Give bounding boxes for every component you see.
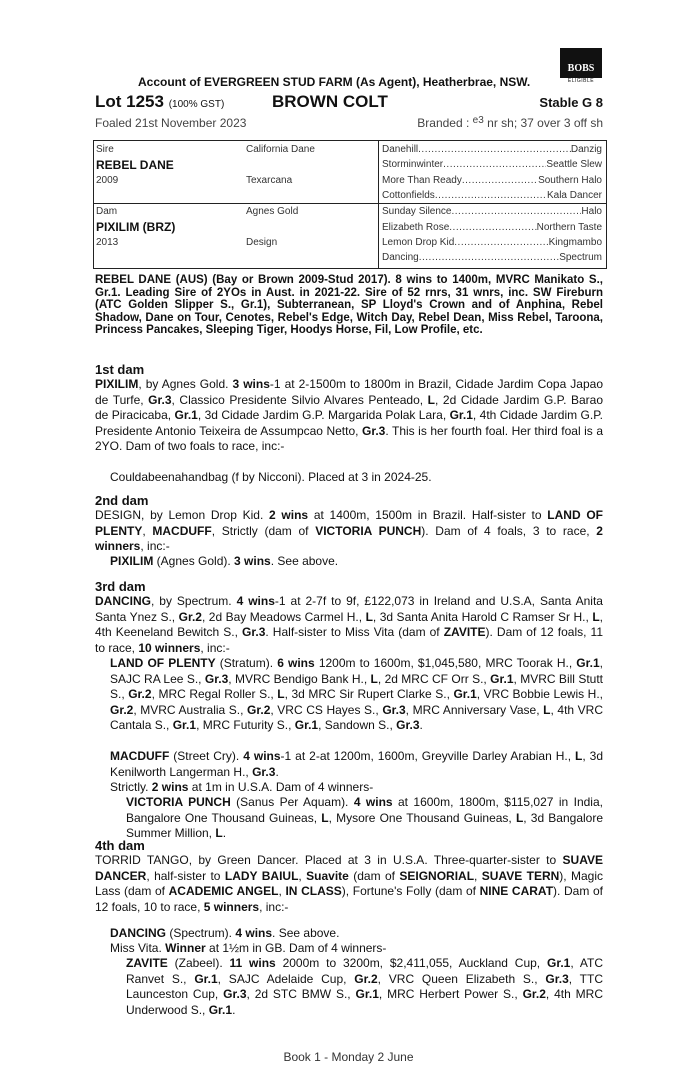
wins: 3 wins: [232, 377, 270, 391]
text: , 2d Cidade Jardim G.P. Barao de Piracicaba,: [95, 392, 604, 423]
text: , by Agnes Gold.: [138, 377, 233, 391]
grade: Gr.2: [128, 687, 152, 702]
grade: L: [592, 609, 600, 624]
text: , MRC Regal Roller S.,: [151, 687, 278, 702]
text: . Half-sister to Miss Vita (dam of: [265, 625, 444, 640]
sire-year: 2009: [96, 175, 119, 186]
text: , Classico Presidente Silvio Alvares Penteado,: [171, 392, 428, 407]
third-dam-record: [95, 594, 603, 656]
wins: 4 wins: [353, 795, 393, 809]
text: . See above.: [270, 554, 339, 568]
lot-label: Lot 1253: [95, 92, 164, 111]
wins: 2 wins: [151, 780, 189, 794]
wins: 4 wins: [235, 926, 273, 940]
branded-prefix: Branded :: [417, 116, 470, 130]
text: , MVRC Australia S.,: [133, 702, 248, 717]
sire-summary: REBEL DANE (AUS) (Bay or Brown 2009-Stud 2017). 8 wins to 1400m, MVRC Manikato S., Gr.1. Leading Sire of 2YOs in Aust. in 2021-22. Sire of 52 rnrs, 31 wnrs, inc. SW Fireburn (ATC Golden Slipper S., Gr.1), Subterranean, SP Lloyd's Crown and of Anphina, Rebel Shadow, Dane on Tour, Cenotes, Rebel's Edge, Witch Day, Rebel Dean, Miss Rebel, Taroona, Princess Pancakes, Sleeping Tiger, Hoodys Horse, Fil, Low Profile, etc.: [95, 274, 603, 337]
grade: Gr.1: [172, 718, 197, 733]
text: TORRID TANGO, by Green Dancer. Placed at 3 in U.S.A. Three-quarter-sister to: [95, 853, 563, 867]
text: ,: [142, 523, 153, 538]
text: .: [419, 718, 423, 733]
grade: Gr.1: [174, 408, 198, 423]
text: ,: [278, 884, 286, 899]
text: , MRC Herbert Power S.,: [378, 987, 523, 1002]
text: , 3d MRC Sir Rupert Clarke S.,: [284, 687, 454, 702]
text: , ATC Ranvet S.,: [126, 956, 603, 986]
dam-name: PIXILIM (BRZ): [96, 220, 176, 234]
text: at 1½m in GB. Dam of 4 winners-: [205, 941, 387, 955]
wins: 2 wins: [269, 508, 309, 522]
first-dam-progeny: Couldabeenahandbag (f by Nicconi). Placed at 3 in 2024-25.: [110, 470, 432, 484]
grade: Gr.1: [355, 987, 379, 1002]
dam-sire: Agnes Gold: [246, 206, 299, 217]
gp-sire: Seattle Slew: [546, 159, 602, 170]
text: , inc:-: [140, 539, 170, 554]
fourth-dam-heading: 4th dam: [95, 838, 145, 853]
horse-name: MACDUFF: [110, 749, 170, 763]
text: (Zabeel).: [167, 956, 230, 970]
text: , 2d STC BMW S.,: [246, 987, 356, 1002]
sire-sire: California Dane: [246, 144, 315, 155]
horse-name: VICTORIA PUNCH: [315, 523, 422, 538]
text: , TTC Launceston Cup,: [126, 971, 603, 1002]
text: ,: [474, 868, 482, 883]
text: .: [232, 1002, 236, 1017]
horse-name: DANCING: [95, 594, 151, 608]
text: at 1600m, 1800m, $115,027 in India, Bangalore One Thousand Guineas,: [126, 795, 603, 825]
gp-sire: Danzig: [570, 144, 602, 155]
text: , MRC Anniversary Vase,: [405, 702, 544, 717]
gp-horse: Cottonfields: [382, 190, 435, 201]
page-footer: Book 1 - Monday 2 June: [283, 1050, 414, 1064]
text: ). Dam of 12 foals, 10 to race,: [95, 884, 603, 914]
grade: L: [543, 702, 551, 717]
text: , 3d Kenilworth Langerman H.,: [110, 749, 604, 779]
text: 1200m to 1600m, $1,045,580, MRC Toorak H.,: [314, 656, 577, 670]
text: , by Spectrum.: [151, 594, 237, 608]
horse-name: NINE CARAT: [479, 884, 554, 899]
gp-sire: Halo: [581, 206, 602, 217]
grade: Gr.3: [242, 625, 266, 640]
text: , SAJC Adelaide Cup,: [217, 971, 355, 986]
grade: L: [365, 609, 373, 624]
text: , 4th Cidade Jardim G.P. Presidente Antonio Teixeira de Assumpcao Netto,: [95, 408, 603, 438]
winners: 5 winners: [203, 899, 260, 914]
gp-sire: Kala Dancer: [546, 190, 602, 201]
text: , MVRC Bill Stutt S.,: [110, 671, 603, 702]
wins: 11 wins: [229, 956, 276, 970]
second-dam-progeny: [110, 554, 603, 570]
sire-name: REBEL DANE: [96, 158, 174, 172]
lot-row: [95, 92, 603, 112]
horse-name: DANCING: [110, 926, 166, 940]
winners: 2 winners: [95, 523, 603, 554]
grandparent-row: [382, 190, 602, 201]
text: , MRC Futurity S.,: [196, 718, 295, 733]
brand-info: [417, 116, 603, 130]
sire-label: Sire: [96, 144, 114, 155]
pedigree-column-divider: [378, 141, 379, 268]
text: Miss Vita.: [110, 941, 166, 955]
text: ), Fortune's Folly (dam of: [341, 884, 480, 899]
gp-horse: Dancing: [382, 252, 419, 263]
grandparent-row: [382, 222, 602, 233]
text: (Street Cry).: [169, 749, 244, 763]
grade: Gr.3: [382, 702, 406, 717]
text: Strictly.: [110, 780, 152, 794]
grade: Gr.2: [354, 971, 378, 986]
text: , inc:-: [259, 899, 289, 914]
dam-year: 2013: [96, 237, 119, 248]
grade: Gr.3: [204, 671, 229, 686]
grade: Gr.1: [576, 656, 600, 670]
grade: L: [321, 810, 329, 825]
horse-name: SUAVE DANCER: [95, 853, 603, 883]
gp-horse: More Than Ready: [382, 175, 462, 186]
text: , VRC Bobbie Lewis H.,: [476, 687, 603, 702]
land-of-plenty-record: [110, 656, 603, 734]
wins: 3 wins: [234, 554, 271, 568]
horse-name: PIXILIM: [95, 377, 139, 391]
grandparent-row: [382, 252, 602, 263]
horse-name: IN CLASS: [285, 884, 342, 899]
text: -1 at 2-7f to 9f, £122,073 in Ireland and U.S.A, Santa Anita Santa Ynez S.,: [95, 594, 603, 624]
dam-dam: Design: [246, 237, 278, 248]
horse-name: ACADEMIC ANGEL: [168, 884, 279, 899]
grade: Gr.2: [178, 609, 202, 624]
horse-name: Suavite: [306, 868, 349, 883]
grade: L: [575, 749, 583, 763]
grandparent-row: [382, 237, 602, 248]
second-dam-heading: 2nd dam: [95, 493, 149, 508]
strictly-record: [110, 780, 603, 796]
text: , Strictly (dam of: [211, 523, 316, 538]
text: , MVRC Bendigo Bank H.,: [228, 671, 371, 686]
text: ,: [298, 868, 307, 883]
text: ), Magic Lass (dam of: [95, 868, 604, 899]
text: -1 at 2-at 1200m, 1600m, Greyville Darley Arabian H.,: [280, 749, 576, 763]
horse-name: LAND OF PLENTY: [95, 508, 604, 538]
zavite-record: [126, 956, 603, 1018]
horse-name: ZAVITE: [443, 625, 486, 640]
dancing-record: [110, 926, 603, 942]
text: , half-sister to: [146, 868, 225, 883]
logo-subtitle: ELIGIBLE: [567, 78, 595, 84]
grade: Gr.1: [490, 671, 514, 686]
text: , 4th VRC Cantala S.,: [110, 702, 603, 733]
grade: L: [427, 392, 436, 407]
wins: 4 wins: [236, 594, 275, 608]
gp-horse: Elizabeth Rose: [382, 222, 450, 233]
text: , 2d Bay Meadows Carmel H.,: [201, 609, 366, 624]
text: .: [222, 826, 227, 841]
grade: Gr.3: [362, 423, 386, 438]
text: (dam of: [348, 868, 400, 883]
pedigree-divider: [94, 203, 606, 204]
horse-name: SEIGNORIAL: [399, 868, 475, 883]
text: , 3d Bangalore Summer Million,: [126, 810, 603, 841]
winners: 10 winners: [138, 640, 201, 655]
grade: Gr.3: [252, 764, 276, 779]
grade: Gr.1: [194, 971, 218, 986]
text: . See above.: [272, 926, 340, 940]
horse-name: LAND OF PLENTY: [110, 656, 216, 670]
wins: 4 wins: [243, 749, 281, 763]
grade: L: [370, 671, 378, 686]
grade: Gr.1: [449, 408, 473, 423]
text: , 4th MRC Underwood S.,: [126, 987, 603, 1017]
grandparent-row: [382, 159, 602, 170]
text: ). Dam of 4 foals, 3 to race,: [421, 523, 597, 538]
grade: L: [515, 810, 524, 825]
grade: Gr.2: [247, 702, 271, 717]
grandparent-row: [382, 175, 602, 186]
stable-location: Stable G 8: [539, 95, 603, 110]
gp-sire: Spectrum: [559, 252, 602, 263]
grade: Gr.3: [545, 971, 569, 986]
grade: Gr.3: [396, 718, 420, 733]
dam-label: Dam: [96, 206, 118, 217]
grade: Gr.2: [110, 702, 134, 717]
text: (Sanus Per Aquam).: [230, 795, 354, 809]
text: (Agnes Gold).: [153, 554, 235, 568]
grade: Gr.1: [453, 687, 477, 702]
grade: Gr.1: [294, 718, 319, 733]
miss-vita-record: [110, 941, 603, 957]
brand-mark: e3: [472, 115, 484, 126]
branded-suffix: nr sh; 37 over 3 off sh: [487, 116, 603, 130]
bobs-logo: [560, 48, 602, 88]
lot-number: [95, 92, 224, 112]
text: , Sandown S.,: [318, 718, 397, 733]
gp-horse: Storminwinter: [382, 159, 444, 170]
gp-horse: Lemon Drop Kid: [382, 237, 455, 248]
text: at 1400m, 1500m in Brazil. Half-sister to: [308, 508, 548, 522]
text: -1 at 2-1500m to 1800m in Brazil, Cidade Jardim Copa Japao de Turfe,: [95, 377, 603, 407]
third-dam-heading: 3rd dam: [95, 579, 146, 594]
text: , Mysore One Thousand Guineas,: [328, 810, 516, 825]
grade: Gr.1: [547, 956, 571, 970]
grade: Gr.3: [148, 392, 172, 407]
grade: Gr.3: [223, 987, 247, 1002]
wins: Winner: [165, 941, 206, 955]
text: , 2d MRC CF Orr S.,: [377, 671, 491, 686]
second-dam-record: [95, 508, 603, 555]
foaled-date: Foaled 21st November 2023: [95, 116, 247, 130]
foaled-row: [95, 116, 603, 132]
fourth-dam-record: [95, 853, 603, 915]
horse-name: VICTORIA PUNCH: [126, 795, 231, 809]
text: , inc:-: [200, 640, 230, 655]
gst-note: (100% GST): [168, 99, 225, 110]
gp-sire: Kingmambo: [548, 237, 602, 248]
grandparent-row: [382, 144, 602, 155]
text: . This is her fourth foal. Her third foal is a 2YO. Dam of two foals to race, inc:-: [95, 423, 603, 454]
grade: Gr.2: [522, 987, 546, 1002]
gp-horse: Danehill: [382, 144, 419, 155]
victoria-punch-record: [126, 795, 603, 842]
text: DESIGN, by Lemon Drop Kid.: [95, 508, 270, 522]
text: , 4th Keeneland Bewitch S.,: [95, 609, 604, 640]
horse-description: BROWN COLT: [272, 92, 388, 111]
macduff-record: [110, 749, 603, 780]
grade: L: [215, 826, 223, 841]
grandparent-row: [382, 206, 602, 217]
gp-sire: Southern Halo: [538, 175, 602, 186]
gp-sire: Northern Taste: [536, 222, 602, 233]
text: at 1m in U.S.A. Dam of 4 winners-: [188, 780, 374, 794]
grade: L: [277, 687, 285, 702]
first-dam-record: [95, 377, 603, 455]
sire-dam: Texarcana: [246, 175, 293, 186]
horse-name: SUAVE TERN: [481, 868, 560, 883]
text: 2000m to 3200m, $2,411,055, Auckland Cup,: [275, 956, 547, 970]
text: ). Dam of 12 foals, 11 to race,: [95, 625, 604, 655]
wins: 6 wins: [277, 656, 315, 670]
gp-horse: Sunday Silence: [382, 206, 452, 217]
horse-name: LADY BAIUL: [224, 868, 299, 883]
horse-name: PIXILIM: [110, 554, 154, 568]
first-dam-heading: 1st dam: [95, 362, 145, 377]
text: , VRC Queen Elizabeth S.,: [377, 971, 546, 986]
text: , VRC CS Hayes S.,: [270, 702, 383, 717]
text: , SAJC RA Lee S.,: [110, 656, 603, 686]
text: (Spectrum).: [166, 926, 236, 940]
text: (Stratum).: [215, 656, 278, 670]
logo-mark: BOBS: [560, 48, 602, 78]
horse-name: MACDUFF: [152, 523, 212, 538]
horse-name: ZAVITE: [126, 956, 168, 970]
text: , 3d Santa Anita Harold C Ramser Sr H.,: [372, 609, 593, 624]
vendor-account: Account of EVERGREEN STUD FARM (As Agent), Heatherbrae, NSW.: [138, 75, 531, 89]
pedigree-table: [93, 140, 607, 269]
text: .: [275, 764, 279, 779]
text: , 3d Cidade Jardim G.P. Margarida Polak Lara,: [197, 408, 450, 423]
grade: Gr.1: [208, 1002, 233, 1017]
